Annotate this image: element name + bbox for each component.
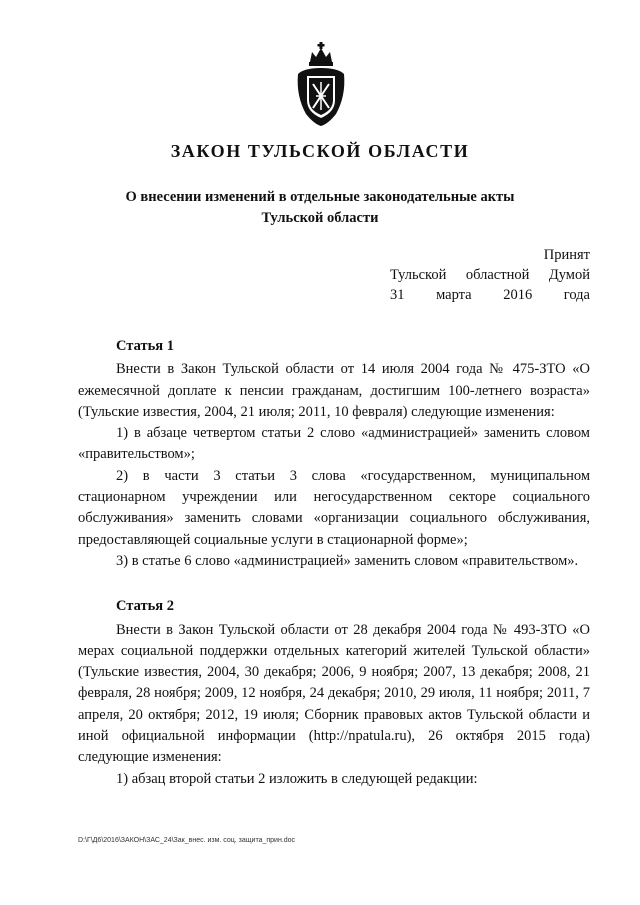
subtitle-line: О внесении изменений в отдельные законодательные акты <box>125 189 515 205</box>
article-paragraph: Внести в Закон Тульской области от 14 июля 2004 года № 475-ЗТО «О ежемесячной доплате к пенсии гражданам, достигшим 100-летнего возраста» (Тульские известия, 2004, 21 июля; 2011, 10 февраля) следующие изменения: <box>78 361 590 420</box>
subtitle-line: Тульской области <box>261 210 379 226</box>
adopted-date-day: 31 <box>390 287 405 303</box>
law-title: ЗАКОН ТУЛЬСКОЙ ОБЛАСТИ <box>170 141 470 161</box>
article-heading: Статья 1 <box>116 338 174 354</box>
adopted-label: Принят <box>543 247 590 263</box>
file-path-footer: D:\Г\Д6\2016\ЗАКОН\ЗАС_24\Зак_внес. изм. соц. защита_прин.doc <box>78 837 296 844</box>
law-subtitle <box>90 187 550 229</box>
article-paragraph: 1) абзац второй статьи 2 изложить в следующей редакции: <box>116 770 478 787</box>
article-paragraph: 2) в части 3 статьи 3 слова «государственном, муниципальном стационарном учреждении или негосударственном секторе социального обслуживания» заменить словами «организации социального обслуживания, предоставляющей социальные услуги в стационарной форме»; <box>78 467 590 548</box>
article-gap <box>78 572 590 596</box>
adopted-date-month: марта <box>436 287 472 303</box>
article-paragraph: 1) в абзаце четвертом статьи 2 слово «администрацией» заменить словом «правительством»; <box>78 425 590 463</box>
adopted-body-word: Думой <box>548 267 590 283</box>
article-paragraph: 3) в статье 6 слово «администрацией» заменить словом «правительством». <box>116 552 579 569</box>
article-1 <box>78 336 590 572</box>
adopted-body-word: Тульской <box>390 267 447 283</box>
adopted-date-year: 2016 <box>503 287 533 303</box>
adoption-block <box>390 245 590 305</box>
coat-of-arms-emblem <box>292 40 350 128</box>
article-paragraph: Внести в Закон Тульской области от 28 декабря 2004 года № 493-ЗТО «О мерах социальной поддержки отдельных категорий жителей Тульской области» (Тульские известия, 2004, 30 декабря; 2006, 9 ноября; 2007, 13 декабря; 2008, 21 февраля, 28 ноября; 2009, 12 ноября, 24 декабря; 2010, 29 июля, 11 ноября; 2011, 7 апреля, 20 октября; 2012, 19 июля; Сборник правовых актов Тульской области и иной официальной информации (http://npatula.ru), 26 октября 2015 года) следующие изменения: <box>78 621 590 766</box>
article-2 <box>78 596 590 790</box>
adopted-body-word: областной <box>465 267 530 283</box>
article-heading: Статья 2 <box>116 598 174 615</box>
adopted-date-word: года <box>563 287 590 303</box>
law-body <box>78 336 590 790</box>
